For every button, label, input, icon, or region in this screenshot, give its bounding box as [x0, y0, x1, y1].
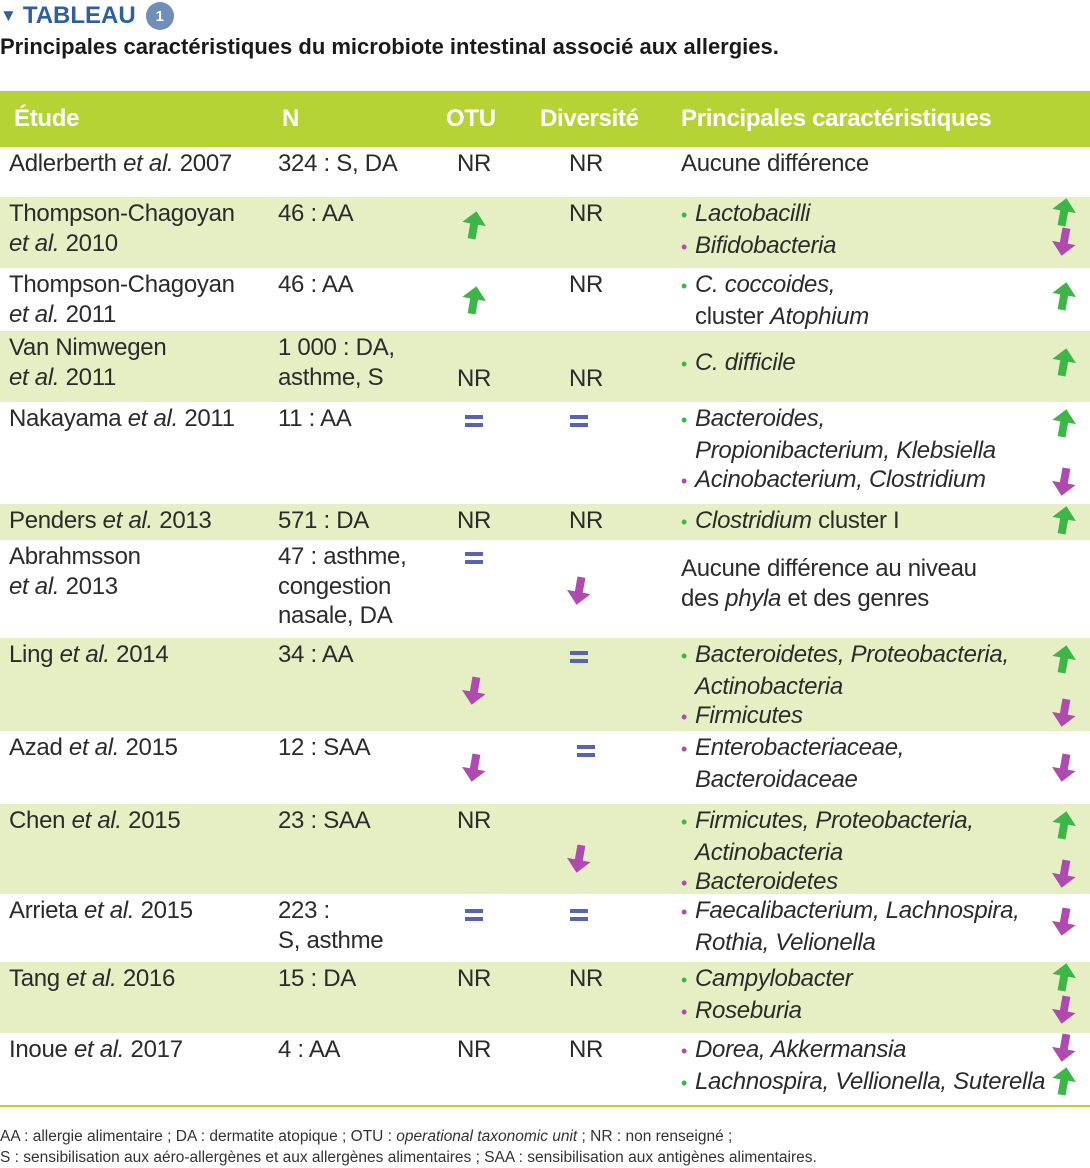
features-cell: [681, 964, 853, 1027]
diversity-cell: NR: [568, 507, 604, 534]
feature-item: [681, 199, 836, 231]
diversity-cell: NR: [568, 200, 604, 227]
green-bullet-icon: •: [681, 1072, 688, 1093]
study-year: 2011: [65, 363, 117, 391]
study-author: Arrieta: [9, 897, 78, 924]
study-year: 2014: [116, 641, 169, 668]
study-ref: [9, 363, 166, 393]
study-author: Chen: [9, 807, 66, 834]
feature-item: [681, 348, 795, 380]
n-cell: 571 : DA: [278, 507, 369, 534]
n-cell: [278, 896, 383, 955]
n-cell: 4 : AA: [278, 1036, 341, 1063]
study-author: Van Nimwegen: [9, 334, 167, 361]
study-year: 2007: [179, 150, 232, 177]
study-year: 2015: [125, 734, 178, 761]
feature-item: [681, 964, 853, 996]
footnote-line-1: AA : allergie alimentaire ; DA : dermatite atopique ; OTU : operational taxonomic unit ; NR : non renseigné ;: [0, 1128, 733, 1145]
feature-taxon: Campylobacter: [695, 965, 853, 992]
study-etal: et al.: [9, 300, 60, 328]
table-row: [0, 804, 1090, 894]
header-n: N: [282, 105, 300, 132]
study-cell: [9, 1035, 183, 1065]
feature-cont-italic: Actinobacteria: [695, 838, 843, 866]
table-tag-label: TABLEAU: [22, 2, 136, 29]
equal-icon: [570, 415, 588, 427]
study-year: 2010: [65, 229, 118, 257]
n-cell: 34 : AA: [278, 641, 354, 668]
features-cell: [681, 506, 899, 538]
table-row: [0, 731, 1090, 804]
diversity-cell: NR: [568, 271, 604, 298]
feature-arrow-up-icon: [1050, 644, 1078, 674]
study-author: Penders: [9, 507, 97, 534]
study-etal: et al.: [9, 572, 60, 600]
feature-item-continuation: [681, 838, 974, 868]
table-row: [0, 331, 1090, 402]
feature-item-continuation: [681, 672, 1009, 702]
purple-bullet-icon: •: [681, 471, 688, 491]
purple-bullet-icon: •: [681, 739, 688, 759]
features-cell: [681, 1035, 1045, 1098]
study-author: Adlerberth: [9, 150, 117, 177]
green-bullet-icon: •: [681, 970, 688, 990]
study-cell: [9, 333, 166, 392]
study-etal: et al.: [73, 1036, 125, 1063]
feature-taxon: Lactobacilli: [695, 200, 811, 227]
feature-arrow-up-icon: [1050, 962, 1078, 992]
study-author: Ling: [9, 641, 54, 668]
study-etal: et al.: [9, 363, 60, 391]
feature-arrow-up-icon: [1050, 408, 1078, 438]
features-cell: [681, 733, 904, 794]
features-cell: [681, 404, 996, 497]
purple-bullet-icon: •: [681, 236, 688, 257]
header-diversite: Diversité: [540, 105, 639, 132]
feature-taxon: Bacteroidetes: [695, 868, 838, 895]
study-year: 2011: [65, 300, 117, 328]
feature-taxon: Bifidobacteria: [695, 231, 837, 259]
features-cell: [681, 199, 836, 262]
table-row: [0, 197, 1090, 268]
study-ref: [9, 572, 141, 602]
purple-bullet-icon: •: [681, 707, 688, 727]
study-cell: [9, 733, 178, 763]
feature-item: [681, 1035, 1045, 1067]
study-author: Nakayama: [9, 405, 122, 432]
study-etal: et al.: [59, 641, 110, 668]
n-cell: 324 : S, DA: [278, 150, 398, 177]
study-etal: et al.: [102, 507, 153, 534]
table-header: [0, 91, 1090, 147]
study-cell: [9, 270, 235, 329]
study-year: 2011: [184, 405, 235, 432]
study-author: Azad: [9, 734, 63, 761]
table-row: [0, 540, 1090, 638]
feature-item: [681, 270, 869, 302]
features-text: [681, 584, 977, 614]
n-cell: 46 : AA: [278, 271, 354, 298]
study-cell: [9, 640, 168, 670]
study-etal: et al.: [71, 807, 122, 834]
table-row: [0, 147, 1090, 197]
features-cell: [681, 896, 1020, 957]
feature-taxon: Firmicutes: [695, 702, 803, 729]
table-row: [0, 1033, 1090, 1103]
equal-icon: [570, 909, 588, 921]
table-row: [0, 504, 1090, 540]
study-year: 2016: [122, 965, 176, 992]
study-cell: [9, 199, 235, 258]
features-cell: [681, 270, 869, 331]
study-cell: [9, 404, 235, 434]
feature-item-continuation: [681, 436, 996, 466]
diversity-cell: NR: [568, 1036, 604, 1063]
feature-cont-italic: Rothia, Velionella: [695, 928, 876, 956]
feature-item: [681, 465, 996, 497]
feature-arrow-up-icon: [1050, 1066, 1078, 1096]
feature-item-continuation: [681, 302, 869, 332]
green-bullet-icon: •: [681, 812, 688, 832]
study-year: 2013: [65, 572, 118, 600]
n-line: congestion: [278, 572, 392, 600]
feature-item: [681, 733, 904, 765]
feature-cont-text: cluster: [695, 302, 770, 330]
study-ref: [9, 300, 235, 330]
n-line: 1 000 : DA,: [278, 334, 395, 361]
feature-arrow-down-icon: [1050, 753, 1078, 783]
study-etal: et al.: [68, 734, 120, 761]
feature-item: [681, 640, 1009, 672]
triangle-down-icon: ▼: [0, 6, 17, 25]
study-etal: et al.: [66, 965, 117, 992]
purple-bullet-icon: •: [681, 873, 688, 893]
study-author: Abrahmsson: [9, 543, 141, 570]
n-cell: [278, 542, 406, 631]
feature-arrow-down-icon: [1050, 698, 1078, 728]
study-ref: [9, 229, 235, 259]
study-etal: et al.: [9, 229, 60, 257]
otu-cell: NR: [456, 150, 492, 177]
equal-icon: [465, 909, 483, 921]
equal-icon: [465, 415, 483, 427]
diversity-cell: NR: [568, 965, 604, 992]
study-author: Tang: [9, 965, 60, 992]
diversity-cell: NR: [568, 365, 604, 392]
features-cell: [681, 554, 977, 613]
feature-taxon: Bacteroidetes, Proteobacteria,: [695, 641, 1009, 668]
purple-bullet-icon: •: [681, 1001, 688, 1022]
feature-item: [681, 896, 1020, 928]
n-line: asthme, S: [278, 363, 384, 391]
equal-icon: [570, 651, 588, 663]
table-row: [0, 962, 1090, 1033]
feature-arrow-down-icon: [1050, 859, 1078, 889]
feature-taxon: Lachnospira, Vellionella, Suterella: [695, 1067, 1046, 1095]
study-cell: [9, 149, 232, 179]
features-cell: [681, 348, 795, 380]
feature-cont-italic: Bacteroidaceae: [695, 765, 858, 793]
n-cell: 23 : SAA: [278, 807, 371, 834]
feature-taxon: Bacteroides,: [695, 405, 825, 432]
table-bottom-rule: [0, 1105, 1090, 1107]
n-line: 223 :: [278, 897, 330, 924]
feature-taxon: Enterobacteriaceae,: [695, 734, 905, 761]
otu-cell: NR: [456, 1036, 492, 1063]
otu-cell: NR: [456, 965, 492, 992]
feature-arrow-up-icon: [1050, 505, 1078, 535]
study-author: Thompson-Chagoyan: [9, 200, 235, 227]
study-cell: [9, 542, 141, 601]
feature-cont-italic: Propionibacterium, Klebsiella: [695, 436, 996, 464]
n-cell: 15 : DA: [278, 965, 356, 992]
header-otu: OTU: [446, 105, 496, 132]
header-caracteristiques: Principales caractéristiques: [681, 105, 992, 132]
study-author: Thompson-Chagoyan: [9, 271, 235, 298]
features-cell: Aucune différence: [681, 150, 869, 177]
feature-arrow-up-icon: [1050, 197, 1078, 227]
diversity-cell: NR: [568, 150, 604, 177]
feature-item: [681, 404, 996, 436]
green-bullet-icon: •: [681, 410, 688, 430]
study-year: 2015: [140, 897, 193, 924]
otu-arrow-down-icon: [460, 753, 488, 783]
feature-item: [681, 506, 899, 538]
feature-taxon: Firmicutes, Proteobacteria,: [695, 807, 974, 834]
study-etal: et al.: [123, 150, 174, 177]
equal-icon: [577, 745, 595, 757]
feature-item-continuation: [681, 928, 1020, 958]
feature-arrow-up-icon: [1050, 347, 1078, 377]
study-year: 2017: [130, 1036, 183, 1063]
table-row: [0, 638, 1090, 731]
green-bullet-icon: •: [681, 354, 688, 374]
green-bullet-icon: •: [681, 276, 688, 296]
study-year: 2015: [128, 807, 181, 834]
n-line: S, asthme: [278, 926, 384, 954]
feature-taxon: Clostridium: [695, 507, 812, 534]
feature-arrow-down-icon: [1050, 995, 1078, 1025]
table-title: Principales caractéristiques du microbiote intestinal associé aux allergies.: [0, 34, 779, 59]
purple-bullet-icon: •: [681, 902, 688, 922]
feature-arrow-up-icon: [1050, 281, 1078, 311]
n-cell: 11 : AA: [278, 405, 352, 432]
purple-bullet-icon: •: [681, 1041, 688, 1061]
n-cell: [278, 333, 395, 392]
green-bullet-icon: •: [681, 205, 688, 225]
otu-cell: NR: [456, 507, 492, 534]
table-row: [0, 894, 1090, 962]
feature-taxon: C. coccoides,: [695, 271, 836, 298]
feature-taxon: Dorea, Akkermansia: [695, 1036, 907, 1063]
n-line: 47 : asthme,: [278, 543, 407, 570]
feature-taxon: Acinobacterium, Clostridium: [695, 466, 986, 493]
diversity-arrow-down-icon: [565, 576, 593, 606]
study-cell: [9, 896, 193, 926]
feature-arrow-down-icon: [1050, 1033, 1078, 1063]
study-cell: [9, 964, 175, 994]
table-tag: [0, 2, 174, 30]
features-text-italic: phyla: [725, 584, 782, 612]
footnote-line-2: S : sensibilisation aux aéro-allergènes et aux allergènes alimentaires ; SAA : sensibilisation aux antigènes alimentaires.: [0, 1149, 817, 1166]
feature-taxon: Faecalibacterium, Lachnospira,: [695, 897, 1020, 924]
green-bullet-icon: •: [681, 512, 688, 532]
feature-item: [681, 1067, 1045, 1099]
study-etal: et al.: [127, 405, 178, 432]
n-cell: 12 : SAA: [278, 734, 371, 761]
features-text: Aucune différence au niveau: [681, 555, 977, 582]
otu-arrow-down-icon: [460, 676, 488, 706]
feature-cont-italic: Actinobacteria: [695, 672, 843, 700]
characteristics-table: [0, 91, 1090, 1095]
green-bullet-icon: •: [681, 646, 688, 666]
header-etude: Étude: [14, 105, 80, 132]
feature-arrow-down-icon: [1050, 467, 1078, 497]
n-line: nasale, DA: [278, 602, 393, 629]
feature-taxon: C. difficile: [695, 349, 796, 376]
study-author: Inoue: [9, 1036, 68, 1063]
study-year: 2013: [159, 507, 212, 534]
study-etal: et al.: [83, 897, 135, 924]
features-cell: [681, 806, 974, 899]
equal-icon: [465, 552, 483, 564]
features-text-part: et des genres: [781, 584, 929, 612]
table-row: [0, 402, 1090, 504]
feature-item: [681, 996, 853, 1028]
feature-arrow-down-icon: [1050, 227, 1078, 257]
n-cell: 46 : AA: [278, 200, 354, 227]
otu-cell: NR: [456, 365, 492, 392]
feature-item-continuation: [681, 765, 904, 795]
study-cell: [9, 506, 211, 536]
feature-suffix: cluster I: [811, 507, 900, 534]
feature-item: [681, 701, 1009, 733]
feature-item: [681, 231, 836, 263]
feature-item: [681, 806, 974, 838]
table-row: [0, 268, 1090, 331]
table-number-badge: 1: [146, 2, 174, 30]
feature-taxon: Roseburia: [695, 996, 802, 1024]
otu-cell: NR: [456, 807, 492, 834]
diversity-arrow-down-icon: [565, 844, 593, 874]
otu-arrow-up-icon: [460, 285, 488, 315]
features-cell: [681, 640, 1009, 733]
study-cell: [9, 806, 180, 836]
features-text-part: des: [681, 584, 726, 612]
feature-arrow-down-icon: [1050, 907, 1078, 937]
otu-arrow-up-icon: [460, 210, 488, 240]
feature-cont-italic: Atophium: [769, 302, 869, 330]
feature-arrow-up-icon: [1050, 810, 1078, 840]
